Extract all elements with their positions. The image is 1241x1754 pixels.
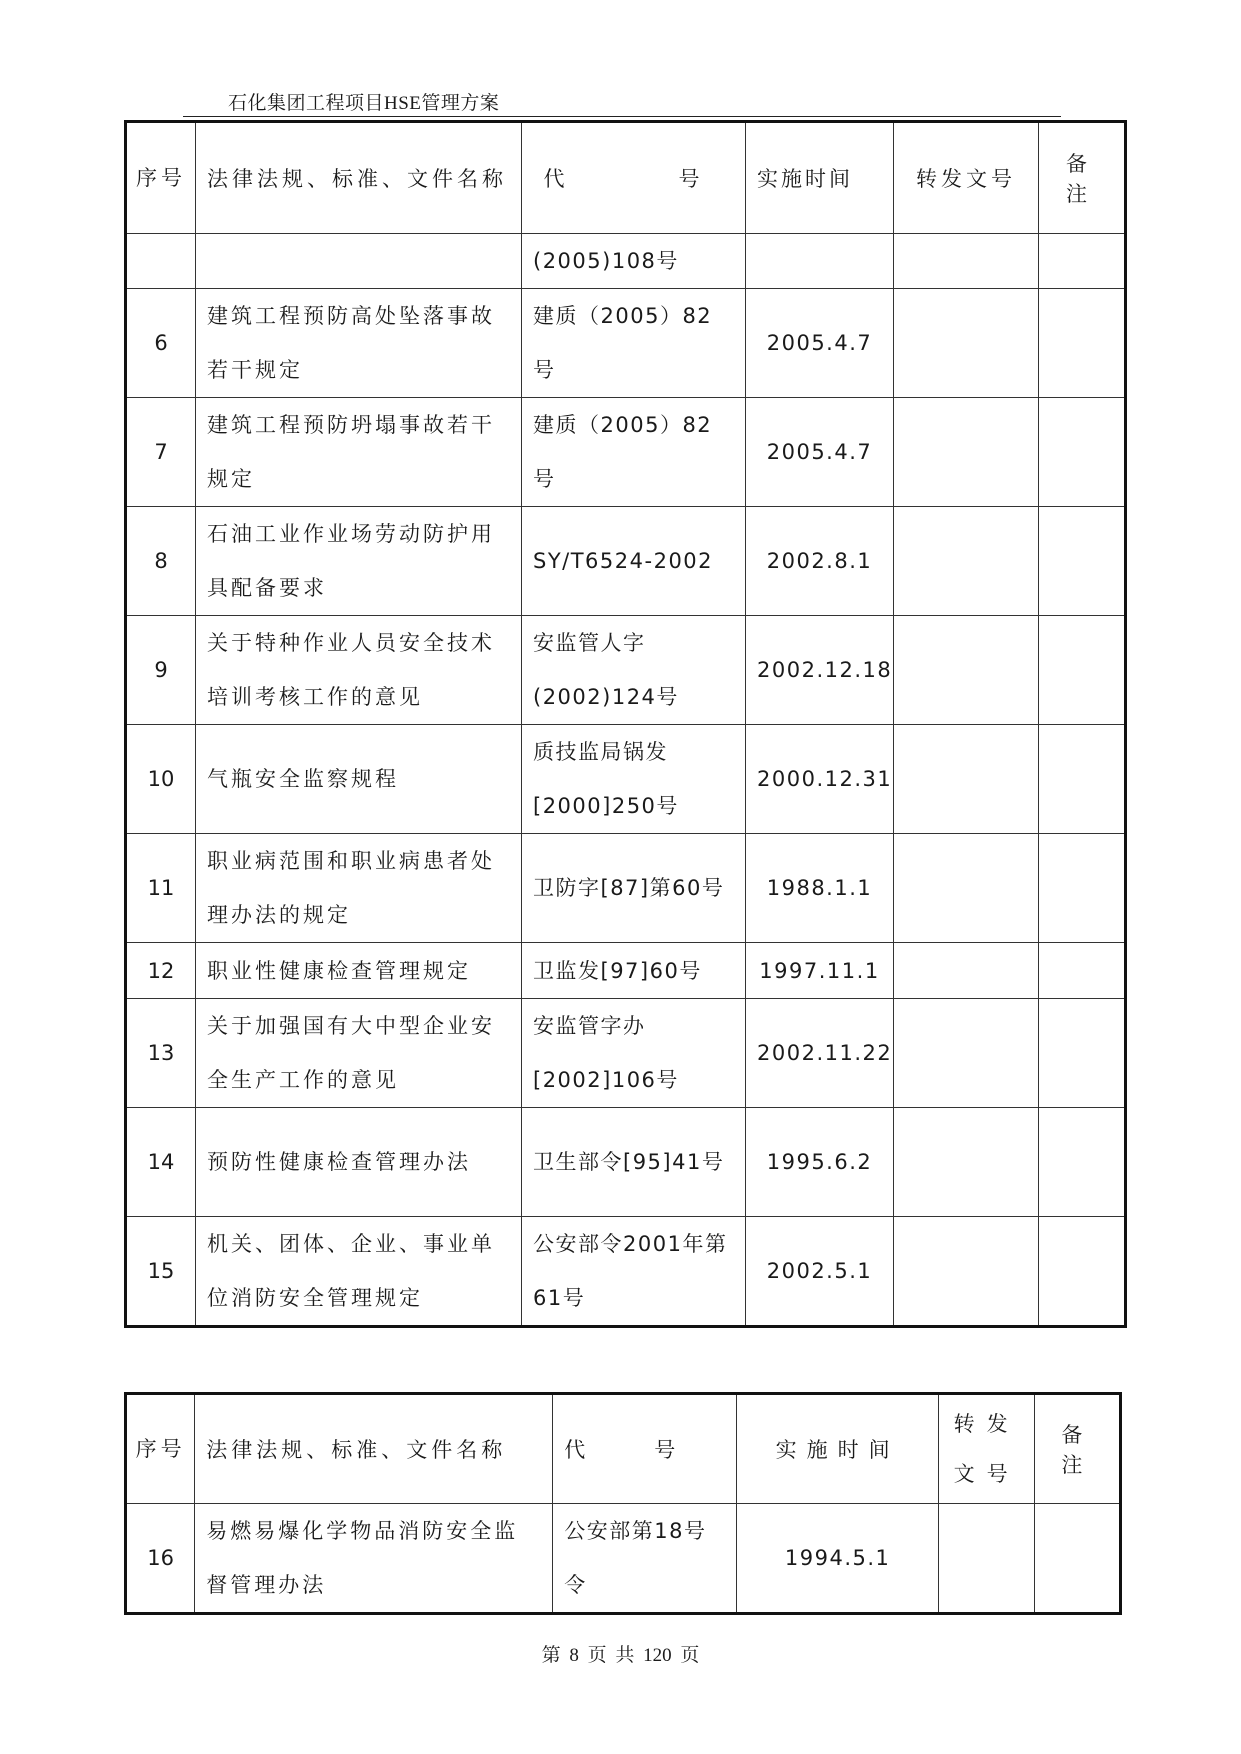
cell-date: 1997.11.1 bbox=[746, 943, 894, 999]
regulations-table-1 bbox=[124, 120, 1127, 1328]
cell-code: 安监管字办[2002]106号 bbox=[522, 999, 746, 1108]
cell-no: 6 bbox=[126, 289, 196, 398]
table-row bbox=[126, 1217, 1126, 1327]
cell-date: 2000.12.31 bbox=[746, 725, 894, 834]
col-header-name: 法律法规、标准、文件名称 bbox=[195, 1394, 553, 1504]
col-header-transfer: 转发文号 bbox=[939, 1394, 1034, 1504]
cell-no: 15 bbox=[126, 1217, 196, 1327]
cell-code: 卫生部令[95]41号 bbox=[522, 1108, 746, 1217]
cell-code: 卫监发[97]60号 bbox=[522, 943, 746, 999]
cell-transfer bbox=[894, 1217, 1039, 1327]
regulations-table-2 bbox=[124, 1392, 1122, 1615]
table-header-row bbox=[126, 1394, 1121, 1504]
cell-remark bbox=[1039, 943, 1126, 999]
cell-name: 职业性健康检查管理规定 bbox=[196, 943, 522, 999]
cell-date: 2002.5.1 bbox=[746, 1217, 894, 1327]
table-row bbox=[126, 1108, 1126, 1217]
cell-transfer bbox=[894, 398, 1039, 507]
cell-no: 11 bbox=[126, 834, 196, 943]
table-row bbox=[126, 834, 1126, 943]
cell-code: 卫防字[87]第60号 bbox=[522, 834, 746, 943]
cell-transfer bbox=[894, 616, 1039, 725]
table-row bbox=[126, 507, 1126, 616]
cell-name: 预防性健康检查管理办法 bbox=[196, 1108, 522, 1217]
table-row bbox=[126, 234, 1126, 289]
cell-remark bbox=[1039, 834, 1126, 943]
cell-transfer bbox=[894, 289, 1039, 398]
cell-code: 公安部第18号令 bbox=[553, 1504, 737, 1614]
cell-transfer bbox=[894, 834, 1039, 943]
cell-date: 2002.12.18 bbox=[746, 616, 894, 725]
cell-date: 2002.8.1 bbox=[746, 507, 894, 616]
cell-name bbox=[196, 234, 522, 289]
cell-date bbox=[746, 234, 894, 289]
col-header-no: 序号 bbox=[126, 1394, 195, 1504]
cell-no: 16 bbox=[126, 1504, 195, 1614]
cell-remark bbox=[1034, 1504, 1120, 1614]
cell-transfer bbox=[894, 999, 1039, 1108]
cell-remark bbox=[1039, 234, 1126, 289]
cell-remark bbox=[1039, 1217, 1126, 1327]
cell-name: 石油工业作业场劳动防护用具配备要求 bbox=[196, 507, 522, 616]
cell-code: 安监管人字(2002)124号 bbox=[522, 616, 746, 725]
cell-name: 机关、团体、企业、事业单位消防安全管理规定 bbox=[196, 1217, 522, 1327]
cell-code: 建质（2005）82号 bbox=[522, 289, 746, 398]
cell-code: (2005)108号 bbox=[522, 234, 746, 289]
page-footer: 第 8 页 共 120 页 bbox=[541, 1645, 700, 1666]
cell-name: 关于加强国有大中型企业安全生产工作的意见 bbox=[196, 999, 522, 1108]
table-row bbox=[126, 999, 1126, 1108]
cell-code: 质技监局锅发[2000]250号 bbox=[522, 725, 746, 834]
cell-name: 关于特种作业人员安全技术培训考核工作的意见 bbox=[196, 616, 522, 725]
table-row bbox=[126, 289, 1126, 398]
cell-no: 13 bbox=[126, 999, 196, 1108]
cell-name: 职业病范围和职业病患者处理办法的规定 bbox=[196, 834, 522, 943]
cell-no: 8 bbox=[126, 507, 196, 616]
cell-code: 建质（2005）82号 bbox=[522, 398, 746, 507]
table-header-row bbox=[126, 122, 1126, 234]
cell-remark bbox=[1039, 507, 1126, 616]
col-header-remark: 备 注 bbox=[1034, 1394, 1120, 1504]
cell-transfer bbox=[894, 1108, 1039, 1217]
cell-date: 1994.5.1 bbox=[736, 1504, 939, 1614]
cell-date: 1988.1.1 bbox=[746, 834, 894, 943]
cell-transfer bbox=[894, 725, 1039, 834]
table-row bbox=[126, 1504, 1121, 1614]
header-rule bbox=[183, 116, 1061, 117]
cell-no: 10 bbox=[126, 725, 196, 834]
cell-no: 9 bbox=[126, 616, 196, 725]
col-header-date: 实施时间 bbox=[746, 122, 894, 234]
cell-date: 2002.11.22 bbox=[746, 999, 894, 1108]
cell-remark bbox=[1039, 999, 1126, 1108]
col-header-date: 实施时间 bbox=[736, 1394, 939, 1504]
col-header-remark: 备 注 bbox=[1039, 122, 1126, 234]
col-header-name: 法律法规、标准、文件名称 bbox=[196, 122, 522, 234]
col-header-transfer: 转发文号 bbox=[894, 122, 1039, 234]
cell-date: 2005.4.7 bbox=[746, 289, 894, 398]
cell-remark bbox=[1039, 289, 1126, 398]
cell-name: 建筑工程预防坍塌事故若干规定 bbox=[196, 398, 522, 507]
cell-remark bbox=[1039, 616, 1126, 725]
cell-name: 气瓶安全监察规程 bbox=[196, 725, 522, 834]
cell-remark bbox=[1039, 725, 1126, 834]
cell-no: 7 bbox=[126, 398, 196, 507]
table-row bbox=[126, 943, 1126, 999]
cell-no: 12 bbox=[126, 943, 196, 999]
cell-no bbox=[126, 234, 196, 289]
page-header-title: 石化集团工程项目HSE管理方案 bbox=[228, 93, 500, 114]
cell-transfer bbox=[894, 943, 1039, 999]
cell-code: 公安部令2001年第61号 bbox=[522, 1217, 746, 1327]
cell-code: SY/T6524-2002 bbox=[522, 507, 746, 616]
col-header-no: 序号 bbox=[126, 122, 196, 234]
col-header-code: 代 号 bbox=[553, 1394, 737, 1504]
cell-date: 2005.4.7 bbox=[746, 398, 894, 507]
cell-remark bbox=[1039, 1108, 1126, 1217]
cell-no: 14 bbox=[126, 1108, 196, 1217]
table-row bbox=[126, 398, 1126, 507]
cell-transfer bbox=[894, 507, 1039, 616]
table-row bbox=[126, 725, 1126, 834]
cell-date: 1995.6.2 bbox=[746, 1108, 894, 1217]
cell-transfer bbox=[894, 234, 1039, 289]
cell-name: 易燃易爆化学物品消防安全监督管理办法 bbox=[195, 1504, 553, 1614]
cell-transfer bbox=[939, 1504, 1034, 1614]
table-row bbox=[126, 616, 1126, 725]
col-header-code: 代 号 bbox=[522, 122, 746, 234]
cell-name: 建筑工程预防高处坠落事故若干规定 bbox=[196, 289, 522, 398]
cell-remark bbox=[1039, 398, 1126, 507]
